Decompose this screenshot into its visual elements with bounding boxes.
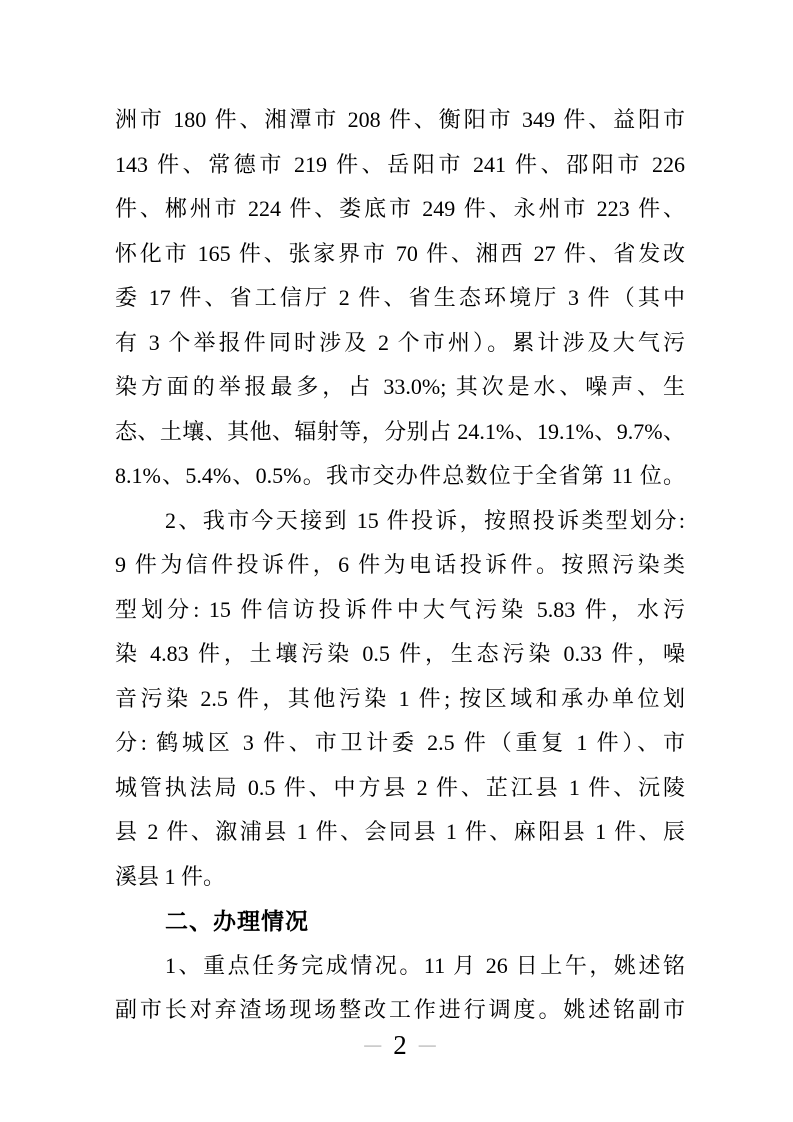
body-line: 染方面的举报最多，占 33.0%; 其次是水、噪声、生: [115, 374, 685, 399]
document-body: [115, 98, 685, 1033]
body-line: 态、土壤、其他、辐射等，分别占 24.1%、19.1%、9.7%、: [115, 418, 685, 444]
footer-dash-right: —: [418, 1035, 436, 1054]
body-line: 有 3 个举报件同时涉及 2 个市州）。累计涉及大气污: [115, 329, 685, 355]
paragraph-end-line: 溪县 1 件。: [115, 863, 226, 889]
body-line: 分: 鹤城区 3 件、市卫计委 2.5 件（重复 1 件）、市: [115, 730, 685, 755]
paragraph-start-line: 2、我市今天接到 15 件投诉，按照投诉类型划分:: [165, 507, 685, 533]
body-line: 副市长对弃渣场现场整改工作进行调度。姚述铭副市: [115, 997, 685, 1022]
body-line: 染 4.83 件，土壤污染 0.5 件，生态污染 0.33 件，噪: [115, 641, 685, 666]
body-line: 音污染 2.5 件，其他污染 1 件; 按区域和承办单位划: [115, 685, 685, 711]
body-line: 件、郴州市 224 件、娄底市 249 件、永州市 223 件、: [115, 196, 685, 221]
footer-dash-left: —: [364, 1035, 382, 1054]
paragraph-start-line: 1、重点任务完成情况。11 月 26 日上午，姚述铭: [165, 952, 685, 978]
body-line: 县 2 件、溆浦县 1 件、会同县 1 件、麻阳县 1 件、辰: [115, 819, 685, 844]
page-number: 2: [393, 1030, 407, 1060]
body-line: 9 件为信件投诉件，6 件为电话投诉件。按照污染类: [115, 552, 685, 577]
body-line: 城管执法局 0.5 件、中方县 2 件、芷江县 1 件、沅陵: [115, 774, 685, 800]
page-footer: [115, 1027, 685, 1063]
body-line: 型划分: 15 件信访投诉件中大气污染 5.83 件，水污: [115, 596, 685, 622]
body-line: 怀化市 165 件、张家界市 70 件、湘西 27 件、省发改: [115, 240, 685, 266]
body-line: 143 件、常德市 219 件、岳阳市 241 件、邵阳市 226: [115, 151, 685, 177]
body-line: 洲市 180 件、湘潭市 208 件、衡阳市 349 件、益阳市: [115, 107, 685, 132]
body-line: 委 17 件、省工信厅 2 件、省生态环境厅 3 件（其中: [115, 285, 685, 310]
body-line: 8.1%、5.4%、0.5%。我市交办件总数位于全省第 11 位。: [115, 463, 685, 488]
section-heading: 二、办理情况: [165, 908, 309, 934]
